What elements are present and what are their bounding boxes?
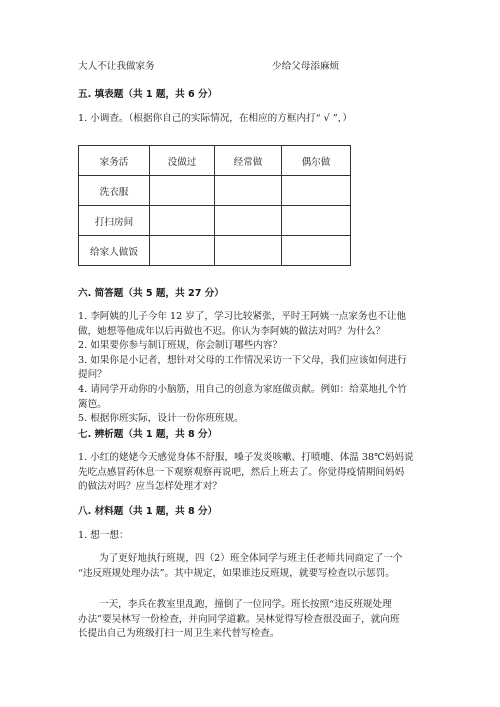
check-cell[interactable] [150, 176, 215, 206]
question-line: 做，她想等他成年以后再做也不迟。你认为李阿姨的做法对吗？为什么？ [78, 325, 385, 337]
question-line: 5. 根据你班实际，设计一份你班班规。 [78, 413, 244, 425]
header-often: 经常做 [215, 146, 282, 176]
row-label: 洗衣服 [79, 176, 150, 206]
section6-questions [78, 310, 407, 427]
row-label: 打扫房间 [79, 206, 150, 236]
check-cell[interactable] [150, 236, 215, 266]
option-right: 少给父母添麻烦 [272, 61, 340, 72]
section6-heading: 六. 简答题（共 5 题，共 27 分） [78, 288, 224, 299]
row-label: 给家人做饭 [79, 236, 150, 266]
question-line: 1. 小红的姥姥今天感觉身体不舒服，嗓子发炎咳嗽、打喷嚏、体温 38℃妈妈说 [78, 452, 414, 463]
survey-table [78, 145, 351, 266]
check-cell[interactable] [282, 176, 351, 206]
paragraph-line: “违反班规处理办法”。其中规定，如果谁违反班规，就要写检查以示惩罚。 [78, 567, 395, 579]
check-cell[interactable] [150, 206, 215, 236]
material-paragraph-1 [78, 552, 403, 581]
table-row [79, 236, 351, 266]
question-line: 3. 如果你是小记者，想针对父母的工作情况采访一下父母，我们应该如何进行 [78, 354, 407, 366]
section7-question [78, 451, 414, 495]
question-line: 2. 如果要你参与制订班规，你会制订哪些内容？ [78, 340, 283, 352]
section5-heading: 五. 填表题（共 1 题，共 6 分） [78, 89, 218, 100]
check-cell[interactable] [282, 206, 351, 236]
paragraph-line: 办法”要吴林写一份检查，并向同学道歉。吴林觉得写检查很没面子，就向班 [78, 613, 400, 625]
material-paragraph-2 [78, 598, 400, 642]
paragraph-line: 为了更好地执行班规，四（2）班全体同学与班主任老师共同商定了一个 [99, 553, 403, 564]
question-line: 提问？ [78, 369, 107, 381]
question-line: 的做法对吗？应当怎样处理才对？ [78, 481, 222, 493]
table-row [79, 176, 351, 206]
header-sometimes: 偶尔做 [282, 146, 351, 176]
paragraph-line: 长提出自己为班级打扫一周卫生来代替写检查。 [78, 628, 280, 640]
header-never: 没做过 [150, 146, 215, 176]
option-left: 大人不让我做家务 [78, 61, 155, 72]
question-line: 1. 李阿姨的儿子今年 12 岁了，学习比较紧张，平时王阿姨一点家务也不让他 [78, 311, 406, 322]
check-cell[interactable] [215, 206, 282, 236]
question-line: 4. 请同学开动你的小脑筋，用自己的创意为家庭做贡献。例如：给菜地扎个竹 [78, 383, 407, 395]
check-cell[interactable] [215, 176, 282, 206]
table-row [79, 206, 351, 236]
question-line: 篱笆。 [78, 398, 107, 410]
table-header-row [79, 146, 351, 176]
header-chore: 家务活 [79, 146, 150, 176]
question-line: 先吃点感冒药休息一下观察观察再说吧，然后上班去了。你觉得疫情期间妈妈 [78, 466, 405, 478]
section8-question: 1. 想一想： [78, 530, 129, 541]
check-cell[interactable] [282, 236, 351, 266]
section5-question: 1. 小调查。（根据你自己的实际情况，在相应的方框内打“ √ ”，） [78, 113, 353, 124]
paragraph-line: 一天，李兵在教室里乱跑，撞倒了一位同学。班长按照“违反班规处理 [99, 599, 392, 610]
section7-heading: 七. 辨析题（共 1 题，共 8 分） [78, 429, 218, 440]
check-cell[interactable] [215, 236, 282, 266]
section8-heading: 八. 材料题（共 1 题，共 8 分） [78, 506, 218, 517]
